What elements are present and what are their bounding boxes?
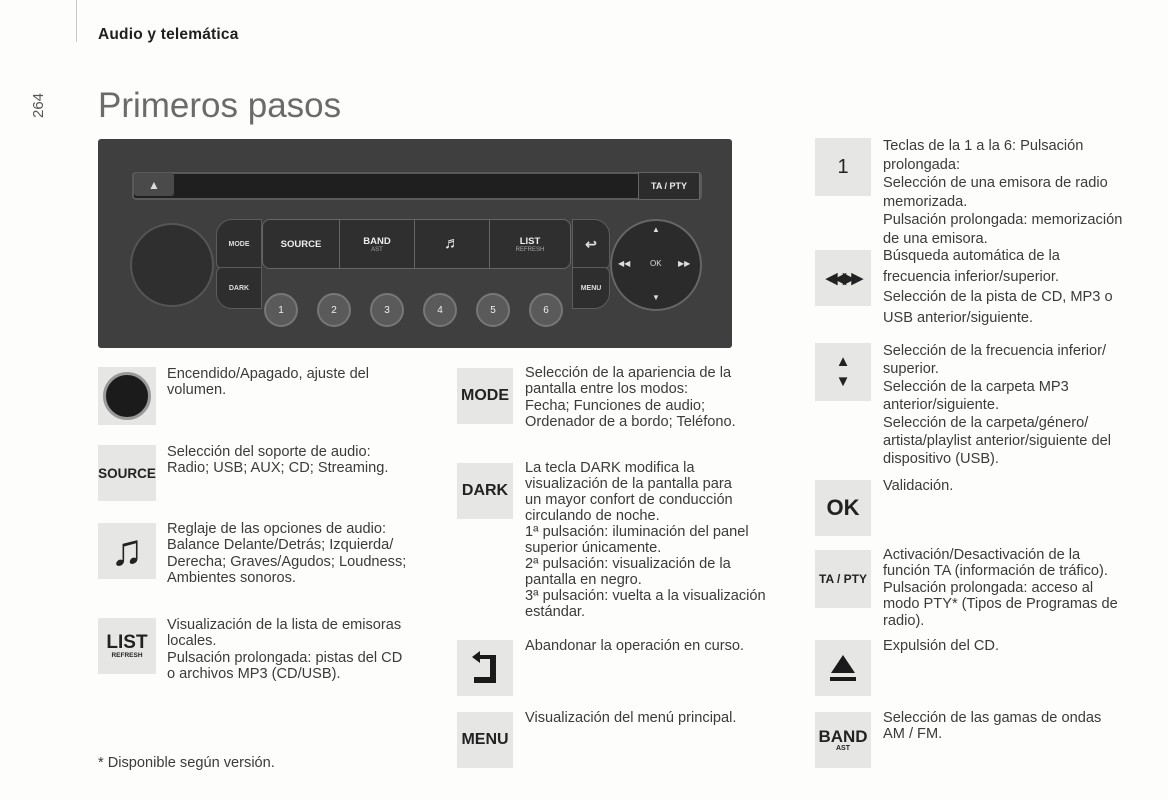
menu-key-label: MENU xyxy=(461,731,509,748)
power-volume-knob-icon xyxy=(98,367,156,425)
list-key xyxy=(98,618,156,674)
band-sublabel: AST xyxy=(371,246,383,253)
page-title: Primeros pasos xyxy=(98,86,342,125)
preset-button-1: 1 xyxy=(264,293,298,327)
cd-slot xyxy=(132,172,702,200)
ta-pty-key-label: TA / PTY xyxy=(819,572,867,586)
volume-description: Encendido/Apagado, ajuste del volumen. xyxy=(167,366,370,399)
band-key-sublabel: AST xyxy=(836,745,850,752)
page-number: 264 xyxy=(30,92,47,118)
radio-panel-illustration xyxy=(98,139,732,348)
navigation-pad xyxy=(610,219,702,311)
ta-pty-button: TA / PTY xyxy=(638,172,700,200)
eject-description: Expulsión del CD. xyxy=(883,638,999,654)
nav-down-icon: ▼ xyxy=(652,293,660,302)
preset-button-5: 5 xyxy=(476,293,510,327)
eject-bar xyxy=(830,677,856,681)
ta-pty-description: Activación/Desactivación de la función TA (información de tráfico). Pulsación prolongada: acceso al modo PTY* (Tipos de Programas de radio). xyxy=(883,547,1118,629)
music-note-icon: ♬ xyxy=(444,235,460,252)
source-description: Selección del soporte de audio: Radio; USB; AUX; CD; Streaming. xyxy=(167,444,389,477)
menu-button: MENU xyxy=(572,267,610,309)
preset-button-3: 3 xyxy=(370,293,404,327)
list-button xyxy=(489,219,571,269)
band-key xyxy=(815,712,871,768)
menu-key xyxy=(457,712,513,768)
eject-triangle xyxy=(831,655,855,673)
source-label: SOURCE xyxy=(280,238,322,250)
header-rule xyxy=(76,0,77,42)
preset-button-2: 2 xyxy=(317,293,351,327)
seek-arrows-icon: ◀◀▶▶ xyxy=(815,250,871,306)
nav-prev-icon: ◀◀ xyxy=(618,259,631,268)
source-key xyxy=(98,445,156,501)
ok-key-label: OK xyxy=(826,495,860,520)
eject-icon xyxy=(815,640,871,696)
nav-ok-label: OK xyxy=(650,259,662,268)
audio-settings-description: Reglaje de las opciones de audio: Balance Delante/Detrás; Izquierda/ Derecha; Graves/Agudos; Loudness; Ambientes sonoros. xyxy=(167,521,407,587)
dark-description: La tecla DARK modifica la visualización de la pantalla para un mayor confort de conducción circulando de noche. 1ª pulsación: iluminación del panel superior únicamente. 2ª pulsación: visualización de la pantalla en negro. 3ª pulsación: vuelta a la visualización estándar. xyxy=(525,460,766,620)
preset-key-label: 1 xyxy=(837,155,849,178)
nav-next-icon: ▶▶ xyxy=(678,259,691,268)
menu-description: Visualización del menú principal. xyxy=(525,710,737,726)
preset-key xyxy=(815,138,871,196)
back-arrow-glyph xyxy=(468,649,502,687)
music-note-icon: ♫ xyxy=(98,523,156,579)
list-key-sublabel: REFRESH xyxy=(111,651,143,659)
band-description: Selección de las gamas de ondas AM / FM. xyxy=(883,710,1102,743)
dark-key-label: DARK xyxy=(461,482,509,499)
preset-button-4: 4 xyxy=(423,293,457,327)
mode-button: MODE xyxy=(216,219,262,269)
eject-icon: ▲ xyxy=(134,173,174,196)
band-label: BAND xyxy=(363,235,391,247)
list-label: LIST xyxy=(519,235,541,247)
footnote: * Disponible según versión. xyxy=(98,755,275,771)
mode-key-label: MODE xyxy=(461,387,509,404)
mode-key xyxy=(457,368,513,424)
list-sublabel: REFRESH xyxy=(515,246,545,253)
band-button xyxy=(339,219,415,269)
back-button: ↩ xyxy=(572,219,610,269)
source-key-label: SOURCE xyxy=(98,465,156,481)
seek-description: Búsqueda automática de la frecuencia inferior/superior. Selección de la pista de CD, MP3 o USB anterior/siguiente. xyxy=(883,248,1113,326)
band-key-label: BAND xyxy=(818,727,868,746)
back-arrow-icon xyxy=(457,640,513,696)
back-description: Abandonar la operación en curso. xyxy=(525,638,745,654)
up-down-arrows-icon xyxy=(815,343,871,401)
ok-key xyxy=(815,480,871,536)
dark-key xyxy=(457,463,513,519)
ta-pty-key xyxy=(815,550,871,608)
list-key-label: LIST xyxy=(106,631,148,653)
source-button xyxy=(262,219,340,269)
nav-up-icon: ▲ xyxy=(652,225,660,234)
list-description: Visualización de la lista de emisoras locales. Pulsación prolongada: pistas del CD o archivos MP3 (CD/USB). xyxy=(167,617,403,683)
up-arrow-icon: ▲ xyxy=(835,353,851,370)
audio-settings-button xyxy=(414,219,490,269)
mode-description: Selección de la apariencia de la pantalla entre los modos: Fecha; Funciones de audio; Ordenador de a bordo; Teléfono. xyxy=(525,365,736,431)
preset-description: Teclas de la 1 a la 6: Pulsación prolongada: Selección de una emisora de radio memorizada. Pulsación prolongada: memorización de una emisora. xyxy=(883,138,1123,247)
up-down-description: Selección de la frecuencia inferior/ superior. Selección de la carpeta MP3 anterior/siguiente. Selección de la carpeta/género/ artista/playlist anterior/siguiente del dispositivo (USB). xyxy=(883,343,1111,467)
dark-button: DARK xyxy=(216,267,262,309)
down-arrow-icon: ▼ xyxy=(835,373,851,390)
preset-button-6: 6 xyxy=(529,293,563,327)
section-title: Audio y telemática xyxy=(98,26,239,43)
ok-description: Validación. xyxy=(883,478,954,494)
volume-knob xyxy=(130,223,214,307)
